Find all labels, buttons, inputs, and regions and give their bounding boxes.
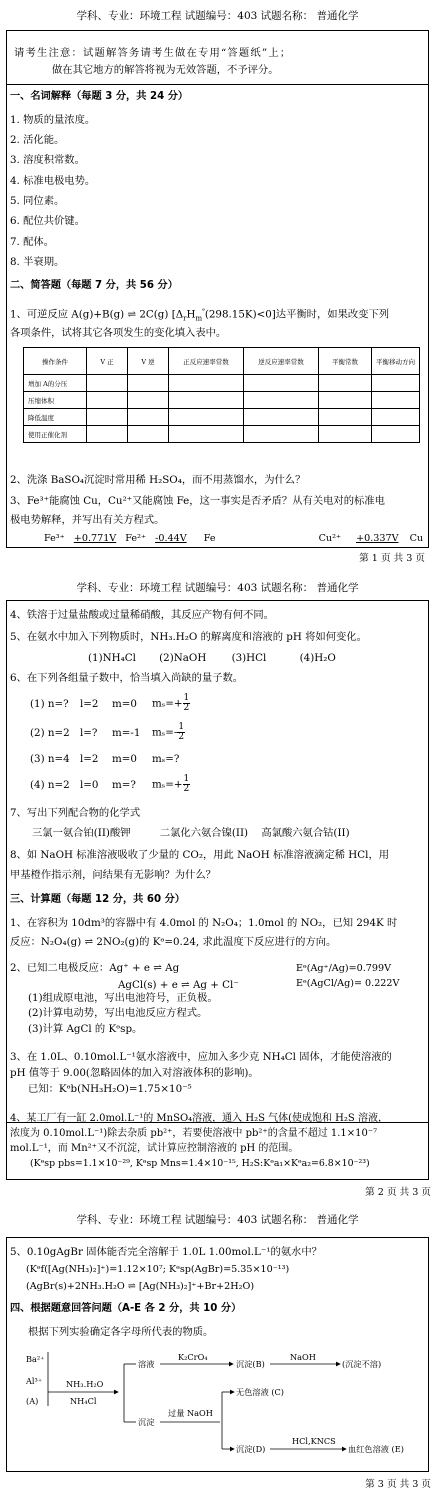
- fraction: $\frac{1}{2}$: [183, 693, 190, 713]
- cell[interactable]: [87, 409, 128, 426]
- q5-opt-3: (3)HCl: [231, 652, 267, 664]
- precip-d: 沉淀(D): [236, 1444, 266, 1454]
- s1-item-7: 7. 配体。: [10, 236, 54, 248]
- cell[interactable]: [372, 426, 420, 443]
- notice-line1: 请考生注意：试题解答务请考生做在专用“答题纸”上；: [14, 47, 292, 59]
- colorless-c: 无色溶液 (C): [236, 1387, 285, 1397]
- pot-value-2: -0.44V: [155, 533, 187, 544]
- excess-naoh-label: 过量 NaOH: [168, 1408, 213, 1418]
- section2-title: 二、简答题（每题 7 分，共 56 分）: [10, 280, 178, 291]
- table-row: [24, 375, 420, 392]
- q2: 2、洗涤 BaSO₄沉淀时常用稀 H₂SO₄，而不用蒸馏水，为什么？: [10, 474, 306, 486]
- s1-item-2: 2. 活化能。: [10, 134, 65, 146]
- q5-opt-1: (1)NH₄Cl: [88, 652, 136, 664]
- c2-sub-1: (1)组成原电池，写出电池符号，正负极。: [28, 992, 218, 1004]
- table-row: [24, 409, 420, 426]
- q1-line1: 1、可逆反应 A(g)+B(g) ⇌ 2C(g) $[\Delta_rH_m^ᶱ(298.15K)<0]$达平衡时，如果改变下列: [10, 307, 390, 323]
- blood-red-e: 血红色溶液 (E): [348, 1444, 404, 1454]
- q6-n: (4) n=2: [30, 778, 70, 791]
- pot-cu: Cu: [409, 533, 424, 544]
- table-header-row: [24, 348, 420, 375]
- k2cro4-label: K₂CrO₄: [178, 1352, 208, 1362]
- pot-fe3: Fe³⁺: [44, 533, 65, 544]
- reagent1-top: NH₃.H₂O: [66, 1379, 104, 1389]
- fraction: $\frac{1}{2}$: [178, 722, 185, 742]
- th-operation: 操作条件: [24, 348, 87, 375]
- cell[interactable]: [128, 392, 169, 409]
- naoh-label: NaOH: [290, 1352, 316, 1362]
- q6-ms: mₛ=+: [152, 778, 183, 791]
- c3-line3: 已知：Kᶱb(NH₃H₂O)=1.75×10⁻⁵: [28, 1083, 192, 1095]
- ion-al: Al³⁺: [26, 1376, 43, 1386]
- reaction-flow-diagram: [8, 1350, 428, 1462]
- cell[interactable]: [169, 392, 244, 409]
- s1-item-6: 6. 配位共价键。: [10, 215, 85, 227]
- section3-title: 三、计算题（每题 12 分，共 60 分）: [10, 894, 185, 905]
- reagent1-bot: NH₄Cl: [70, 1396, 97, 1406]
- section1-title: 一、名词解释（每题 3 分，共 24 分）: [10, 91, 189, 102]
- hcl-kncs-label: HCl,KNCS: [292, 1436, 336, 1446]
- cell[interactable]: [128, 426, 169, 443]
- q7: 7、写出下列配合物的化学式: [10, 807, 141, 819]
- q6-l: l=0: [80, 778, 99, 791]
- q4: 4、铁溶于过量盐酸或过量稀硝酸，其反应产物有何不同。: [10, 609, 274, 621]
- ion-ba: Ba²⁺: [26, 1354, 45, 1364]
- cell[interactable]: [87, 426, 128, 443]
- s1-item-3: 3. 溶度积常数。: [10, 154, 85, 166]
- c5-line2: (Kᶱf([Ag(NH₃)₂]⁺)=1.12×10⁷; Kᶱsp(AgBr)=5.35×10⁻¹³): [26, 1264, 290, 1275]
- precip-b: 沉淀(B): [236, 1359, 265, 1369]
- insoluble-label: (沉淀不溶): [342, 1359, 382, 1369]
- cell[interactable]: [169, 409, 244, 426]
- table-row: [24, 426, 420, 443]
- cell[interactable]: [372, 392, 420, 409]
- row-label: 压缩体积: [24, 392, 87, 409]
- cell[interactable]: [169, 426, 244, 443]
- th-v-reverse: V 逆: [128, 348, 169, 375]
- c2-sub-2: (2)计算电动势，写出电池反应方程式。: [28, 1007, 208, 1019]
- q5: 5、在氨水中加入下列物质时，NH₃.H₂O 的解离度和溶液的 pH 将如何变化。: [10, 631, 367, 643]
- q6-ms: mₛ=+: [152, 697, 183, 710]
- c2-line2a: AgCl(s) + e ⇌ Ag + Cl⁻: [118, 979, 239, 991]
- q1-line2: 各项条件，试将其它各项发生的变化填入表中。: [10, 327, 227, 339]
- row-label: 增加 A的分压: [24, 375, 87, 392]
- c1-line2: 反应：N₂O₄(g) ⇌ 2NO₂(g)的 Kᶱ=0.24, 求此温度下反应进行的方向。: [10, 936, 337, 948]
- page1-notice-divider: [7, 84, 428, 85]
- cell[interactable]: [128, 409, 169, 426]
- q6-l: l=?: [80, 726, 98, 739]
- pot-value-1: +0.771V: [73, 533, 117, 544]
- q6-ms: mₛ=?: [152, 753, 180, 765]
- q7-item-2: 二氯化六氨合镍(II): [159, 827, 249, 839]
- th-equilibrium-const: 平衡常数: [319, 348, 372, 375]
- c4-line3: mol.L⁻¹，而 Mn²⁺又不沉淀，试计算应控制溶液的 pH 的范围。: [10, 1143, 299, 1154]
- cell[interactable]: [244, 392, 319, 409]
- c3-line2: pH 值等于 9.00(忽略固体的加入对溶液体积的影响)。: [10, 1067, 259, 1079]
- c4-line2: 浓度为 0.10mol.L⁻¹)除去杂质 pb²⁺，若要使溶液中 pb²⁺的含量不超过 1.1×10⁻⁷: [10, 1128, 378, 1139]
- q7-item-3: 高氯酸六氨合钴(II): [261, 827, 350, 839]
- q6-l: l=2: [80, 753, 99, 765]
- page3-footer: 第 3 页 共 3 页: [365, 1479, 431, 1490]
- q5-opt-4: (4)H₂O: [299, 652, 336, 664]
- cell[interactable]: [87, 392, 128, 409]
- page2-footer: 第 2 页 共 3 页: [365, 1187, 431, 1198]
- q1-line1-text: 1、可逆反应 A(g)+B(g) ⇌ 2C(g) [Δ: [10, 308, 184, 321]
- cell[interactable]: [244, 409, 319, 426]
- q6: 6、在下列各组量子数中，恰当填入尚缺的量子数。: [10, 672, 244, 684]
- q1-line1-tail: (298.15K)<0]达平衡时，如果改变下列: [204, 308, 390, 321]
- c3-line1: 3、在 1.0L、0.10mol.L⁻¹氨水溶液中，应加入多少克 NH₄Cl 固体，才能使溶液的: [10, 1051, 392, 1063]
- c2-line1a: 2、已知二电极反应：Ag⁺ + e ⇌ Ag: [10, 962, 180, 974]
- fraction: $\frac{1}{2}$: [183, 774, 190, 794]
- c1-line1: 1、在容积为 10dm³的容器中有 4.0mol 的 N₂O₄；1.0mol 的 NO₂，已知 294K 时: [10, 917, 398, 929]
- c2-line2b: Eᶱ(AgCl/Ag)= 0.222V: [296, 978, 400, 989]
- cell[interactable]: [244, 375, 319, 392]
- pot-cu2: Cu²⁺: [318, 533, 341, 544]
- q6-m: m=0: [112, 697, 137, 710]
- cell[interactable]: [87, 375, 128, 392]
- th-shift-direction: 平衡移动方向: [372, 348, 420, 375]
- q8-line1: 8、如 NaOH 标准溶液吸收了少量的 CO₂，用此 NaOH 标准溶液滴定稀 HCl，用: [10, 849, 390, 861]
- c4-line1: 4、某工厂有一缸 2.0mol.L⁻¹的 MnSO₄溶液，通入 H₂S 气体(使成饱和 H₂S 溶液，: [10, 1113, 388, 1124]
- cell[interactable]: [128, 375, 169, 392]
- q8-line2: 甲基橙作指示剂，问结果有无影响？为什么？: [10, 869, 216, 881]
- q3-line2: 极电势解释，并写出有关方程式。: [10, 514, 165, 526]
- cell[interactable]: [319, 426, 372, 443]
- page1-header: 学科、专业：环境工程 试题编号：403 试题名称： 普通化学: [76, 10, 359, 22]
- section4-title: 四、根据题意回答问题（A-E 各 2 分，共 10 分）: [10, 1303, 242, 1314]
- potential-diagram: [44, 532, 423, 545]
- cell[interactable]: [372, 375, 420, 392]
- c2-sub-3: (3)计算 AgCl 的 Kᶱsp。: [28, 1023, 143, 1035]
- q6-n: (3) n=4: [30, 753, 70, 765]
- q6-l: l=2: [80, 697, 99, 710]
- page3-header: 学科、专业：环境工程 试题编号：403 试题名称： 普通化学: [76, 1214, 359, 1226]
- th-k-forward: 正反应速率常数: [169, 348, 244, 375]
- c5-line3: (AgBr(s)+2NH₃.H₂O ⇌ [Ag(NH₃)₂]⁺+Br+2H₂O): [26, 1281, 255, 1292]
- pot-fe2: Fe²⁺: [125, 533, 147, 544]
- pot-value-3: +0.337V: [356, 533, 399, 544]
- solution-label: 溶液: [138, 1359, 155, 1369]
- change-table: [23, 347, 420, 443]
- cell[interactable]: [169, 375, 244, 392]
- page2-frame-lower: [6, 600, 429, 1180]
- q6-m: m=0: [112, 753, 137, 765]
- s4-intro: 根据下列实验确定各字母所代表的物质。: [28, 1326, 214, 1338]
- q6-m: m=-1: [112, 726, 141, 739]
- q5-opt-2: (2)NaOH: [159, 652, 207, 664]
- cell[interactable]: [372, 409, 420, 426]
- pot-fe: Fe: [203, 533, 216, 544]
- q6-m: m=?: [112, 778, 136, 791]
- s1-item-4: 4. 标准电极电势。: [10, 175, 96, 187]
- q6-n: (1) n=?: [30, 697, 69, 710]
- q3-line1: 3、Fe³⁺能腐蚀 Cu，Cu²⁺又能腐蚀 Fe，这一事实是否矛盾？从有关电对的标准电: [10, 495, 385, 507]
- q6-ms: mₛ=-: [152, 726, 178, 739]
- page1-footer: 第 1 页 共 3 页: [359, 553, 425, 564]
- cell[interactable]: [319, 409, 372, 426]
- row-label: 使用正催化剂: [24, 426, 87, 443]
- cell[interactable]: [244, 426, 319, 443]
- th-v-forward: V 正: [87, 348, 128, 375]
- cell[interactable]: [319, 375, 372, 392]
- q1-line1-h: H: [186, 308, 196, 321]
- notice-line2: 做在其它地方的解答将视为无效答题，不予评分。: [52, 64, 279, 76]
- th-k-reverse: 逆反应速率常数: [244, 348, 319, 375]
- table-row: [24, 392, 420, 409]
- q6-n: (2) n=2: [30, 726, 70, 739]
- cell[interactable]: [319, 392, 372, 409]
- c4-line4: (Kᶱsp pbs=1.1×10⁻²⁹, Kᶱsp Mns=1.4×10⁻¹⁵, H₂S:Kᶱa₁×Kᶱa₂=6.8×10⁻²³): [30, 1158, 370, 1169]
- s1-item-8: 8. 半衰期。: [10, 256, 65, 268]
- precip-label: 沉淀: [138, 1417, 155, 1427]
- q7-item-1: 三氯一氨合铂(II)酸钾: [32, 827, 131, 839]
- row-label: 降低温度: [24, 409, 87, 426]
- c5-line1: 5、0.10gAgBr 固体能否完全溶解于 1.0L 1.00mol.L⁻¹的氨水中？: [10, 1246, 322, 1258]
- page2-header: 学科、专业：环境工程 试题编号：403 试题名称： 普通化学: [76, 582, 359, 594]
- label-a: (A): [26, 1396, 39, 1406]
- c2-line1b: Eᶱ(Ag⁺/Ag)=0.799V: [296, 963, 392, 974]
- s1-item-5: 5. 同位素。: [10, 195, 65, 207]
- s1-item-1: 1. 物质的量浓度。: [10, 114, 96, 126]
